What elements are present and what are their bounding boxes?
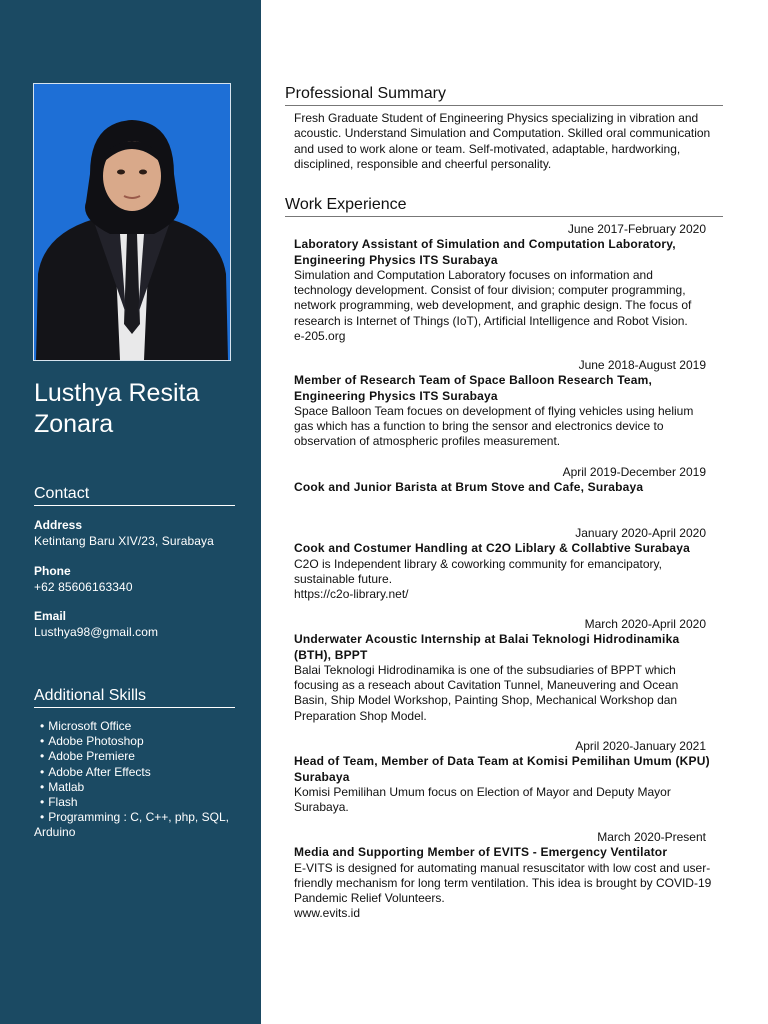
skill-item: • Microsoft Office xyxy=(34,719,244,734)
job-entry xyxy=(294,830,712,922)
profile-photo xyxy=(33,83,231,361)
job-title: Head of Team, Member of Data Team at Komisi Pemilihan Umum (KPU) Surabaya xyxy=(294,754,710,784)
job-description: Space Balloon Team focues on development of flying vehicles using helium gas which has a function to bring the sensor and electronics device to observation of atmospheric profiles measurement. xyxy=(294,403,694,449)
skills-list xyxy=(34,719,244,841)
address-value: Ketintang Baru XIV/23, Surabaya xyxy=(34,534,214,548)
job-entry xyxy=(294,465,712,496)
job-entry xyxy=(294,739,712,815)
contact-heading: Contact xyxy=(34,484,235,506)
job-title: Media and Supporting Member of EVITS - Emergency Ventilator xyxy=(294,845,668,860)
job-title: Laboratory Assistant of Simulation and Computation Laboratory, Engineering Physics ITS Surabaya xyxy=(294,237,676,267)
job-link[interactable]: e-205.org xyxy=(294,329,346,344)
experience-heading: Work Experience xyxy=(285,195,723,217)
skill-item: • Adobe Premiere xyxy=(34,749,244,764)
job-date: June 2018-August 2019 xyxy=(578,358,706,372)
sidebar xyxy=(0,0,261,1024)
job-date: April 2019-December 2019 xyxy=(562,465,706,479)
summary-heading: Professional Summary xyxy=(285,84,723,106)
skill-item: • Adobe Photoshop xyxy=(34,734,244,749)
job-date: April 2020-January 2021 xyxy=(575,739,706,753)
skill-item: • Flash xyxy=(34,795,244,810)
summary-text: Fresh Graduate Student of Engineering Physics specializing in vibration and acoustic. Understand Simulation and Computation. Skilled oral communication and used to work alone or team. Self-motivated, adaptable, hardworking, disciplined, responsible and cheerful personality. xyxy=(294,111,711,171)
job-link[interactable]: https://c2o-library.net/ xyxy=(294,587,409,602)
email-label: Email xyxy=(34,609,67,623)
profile-name: Lusthya Resita Zonara xyxy=(34,379,200,438)
skill-item: • Matlab xyxy=(34,780,244,795)
job-entry xyxy=(294,358,712,450)
job-description: C2O is Independent library & coworking community for emancipatory, sustainable future. xyxy=(294,556,662,586)
skills-heading: Additional Skills xyxy=(34,686,235,708)
skill-item: • Programming : C, C++, php, SQL, Arduino xyxy=(34,810,244,840)
job-entry xyxy=(294,222,712,344)
job-description: Simulation and Computation Laboratory focuses on information and technology development. Consist of four division; computer programming, network programming, web development, and graphic design. The focus of research is Internet of Things (IoT), Artificial Intelligence and Robot Vision. xyxy=(294,267,692,328)
job-link[interactable]: www.evits.id xyxy=(294,906,361,921)
job-entry xyxy=(294,526,712,602)
job-entry xyxy=(294,617,712,724)
profile-photo-image xyxy=(34,84,230,360)
job-title: Underwater Acoustic Internship at Balai Teknologi Hidrodinamika (BTH), BPPT xyxy=(294,632,680,662)
job-date: June 2017-February 2020 xyxy=(567,222,706,236)
job-title: Member of Research Team of Space Balloon Research Team, Engineering Physics ITS Surabaya xyxy=(294,373,653,403)
address-label: Address xyxy=(34,518,83,532)
job-description: Balai Teknologi Hidrodinamika is one of the subsudiaries of BPPT which focusing as a reseach about Cavitation Tunnel, Maneuvering and Ocean Basin, Ship Model Workshop, Painting Shop, Mechanical Workshop dan Preparation Shop Model. xyxy=(294,662,679,723)
job-description: Komisi Pemilihan Umum focus on Election of Mayor and Deputy Mayor Surabaya. xyxy=(294,784,671,815)
email-value: Lusthya98@gmail.com xyxy=(34,625,159,639)
job-title: Cook and Costumer Handling at C2O Liblary & Collabtive Surabaya xyxy=(294,541,691,556)
job-description: E-VITS is designed for automating manual resuscitator with low cost and user-friendly mechanism for long term ventilation. This idea is brought by COVID-19 Pandemic Relief Volunteers. xyxy=(294,860,712,906)
job-date: March 2020-Present xyxy=(597,830,706,844)
job-title: Cook and Junior Barista at Brum Stove and Cafe, Surabaya xyxy=(294,480,644,495)
job-date: January 2020-April 2020 xyxy=(575,526,706,540)
phone-value: +62 85606163340 xyxy=(34,580,133,594)
skill-item: • Adobe After Effects xyxy=(34,765,244,780)
phone-label: Phone xyxy=(34,564,71,578)
job-date: March 2020-April 2020 xyxy=(584,617,706,631)
